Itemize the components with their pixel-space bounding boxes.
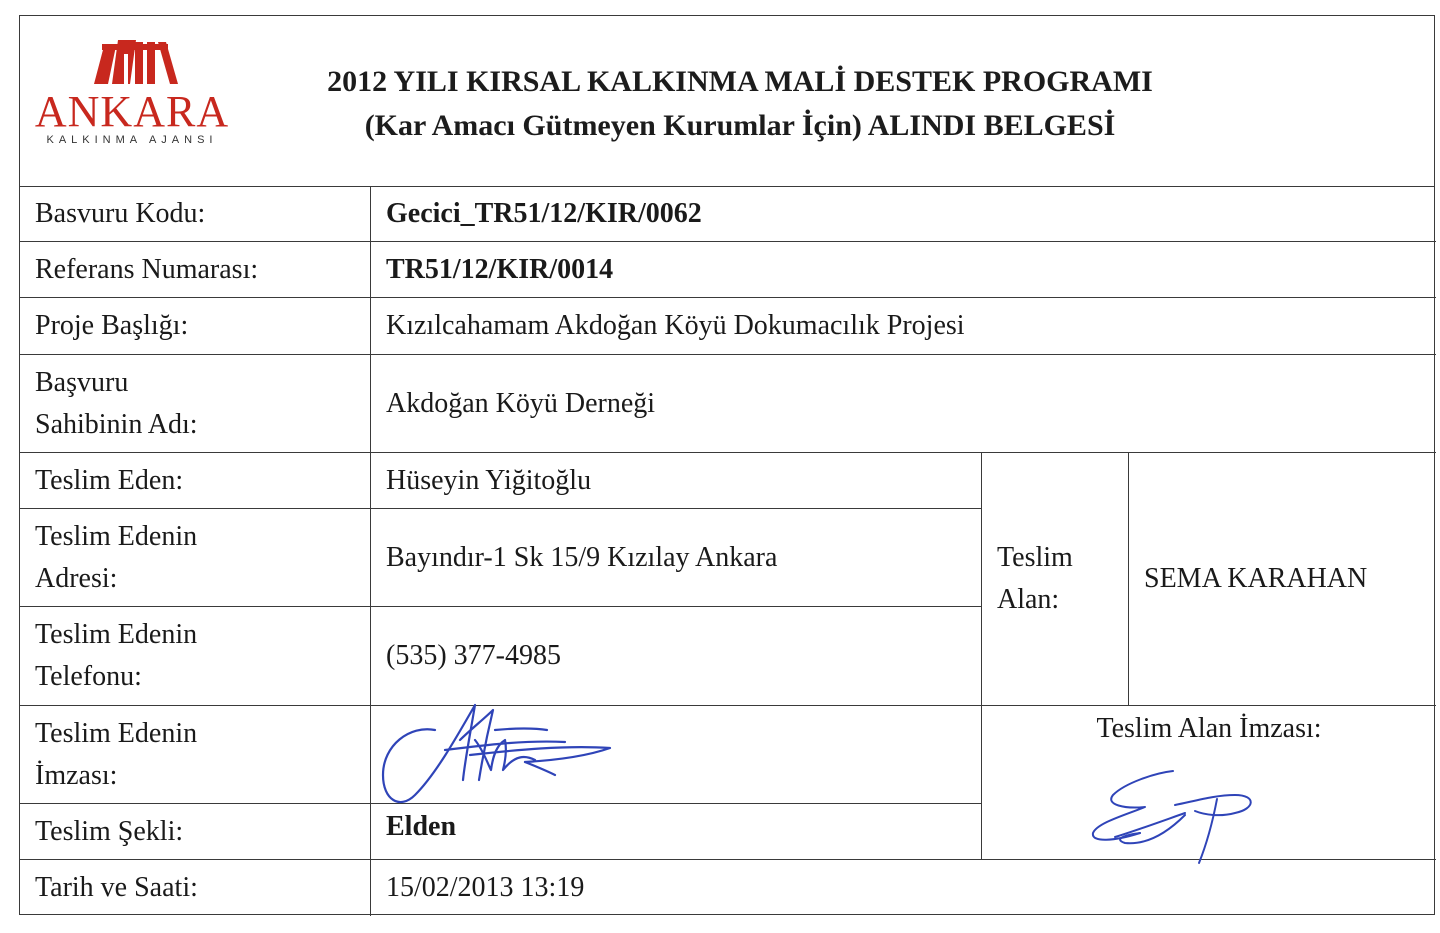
label-line-1: Teslim Edenin	[35, 717, 198, 749]
label-teslim-eden	[20, 453, 371, 509]
label-line-1: Teslim Edenin	[35, 619, 198, 650]
label-proje-basligi	[20, 298, 371, 355]
title-line-2: (Kar Amacı Gütmeyen Kurumlar İçin) ALINDI BELGESİ	[364, 109, 1116, 142]
label-tarih	[20, 860, 371, 916]
label-line-1: Başvuru	[35, 366, 129, 398]
label-line-2: İmzası:	[35, 759, 118, 791]
value-text: SEMA KARAHAN	[1144, 563, 1368, 594]
value-text: Gecici_TR51/12/KIR/0062	[386, 197, 702, 229]
label-line-1: Teslim	[997, 542, 1073, 573]
label-basvuru-kodu	[20, 186, 371, 242]
label-text: Proje Başlığı:	[35, 310, 189, 341]
title-line-1: 2012 YILI KIRSAL KALKINMA MALİ DESTEK PROGRAMI	[327, 65, 1153, 98]
label-basvuru-sahibi	[20, 355, 371, 453]
logo-name: ANKARA	[34, 87, 230, 136]
label-teslim-sekli	[20, 804, 371, 860]
label-text: Teslim Eden:	[35, 464, 184, 496]
label-teslim-alan	[982, 453, 1129, 706]
value-telefon	[371, 607, 982, 706]
document-header	[20, 16, 1434, 187]
label-text: Basvuru Kodu:	[35, 197, 206, 229]
value-text: Elden	[386, 811, 457, 842]
value-adres	[371, 509, 982, 607]
teslim-alan-signature	[1085, 765, 1265, 865]
signature-label: Teslim Alan İmzası:	[1096, 713, 1322, 744]
logo-subtitle: KALKINMA AJANSI	[46, 134, 218, 146]
value-tarih	[371, 860, 1436, 916]
label-imza	[20, 706, 371, 804]
label-line-2: Sahibinin Adı:	[35, 408, 198, 440]
value-text: Kızılcahamam Akdoğan Köyü Dokumacılık Projesi	[386, 310, 965, 341]
logo-emblem-icon	[32, 36, 232, 86]
label-line-2: Adresi:	[35, 562, 118, 594]
label-text: Tarih ve Saati:	[35, 872, 198, 903]
value-basvuru-kodu	[371, 186, 1436, 242]
agency-logo	[32, 36, 232, 146]
value-text: 15/02/2013 13:19	[386, 872, 585, 903]
label-line-2: Telefonu:	[35, 661, 142, 692]
value-teslim-eden	[371, 453, 982, 509]
value-proje-basligi	[371, 298, 1436, 355]
label-telefon	[20, 607, 371, 706]
value-text: (535) 377-4985	[386, 640, 561, 671]
document-title	[240, 60, 1240, 148]
value-text: Hüseyin Yiğitoğlu	[386, 464, 592, 496]
teslim-eden-signature	[375, 700, 625, 815]
label-line-2: Alan:	[997, 584, 1060, 615]
label-referans-numarasi	[20, 242, 371, 298]
value-basvuru-sahibi	[371, 355, 1436, 453]
label-text: Teslim Şekli:	[35, 815, 184, 847]
label-text: Referans Numarası:	[35, 253, 259, 285]
value-text: TR51/12/KIR/0014	[386, 253, 614, 285]
value-text: Akdoğan Köyü Derneği	[386, 387, 656, 419]
value-text: Bayındır-1 Sk 15/9 Kızılay Ankara	[386, 541, 778, 573]
value-teslim-alan	[1129, 453, 1436, 706]
value-referans-numarasi	[371, 242, 1436, 298]
label-line-1: Teslim Edenin	[35, 520, 198, 552]
label-adres	[20, 509, 371, 607]
